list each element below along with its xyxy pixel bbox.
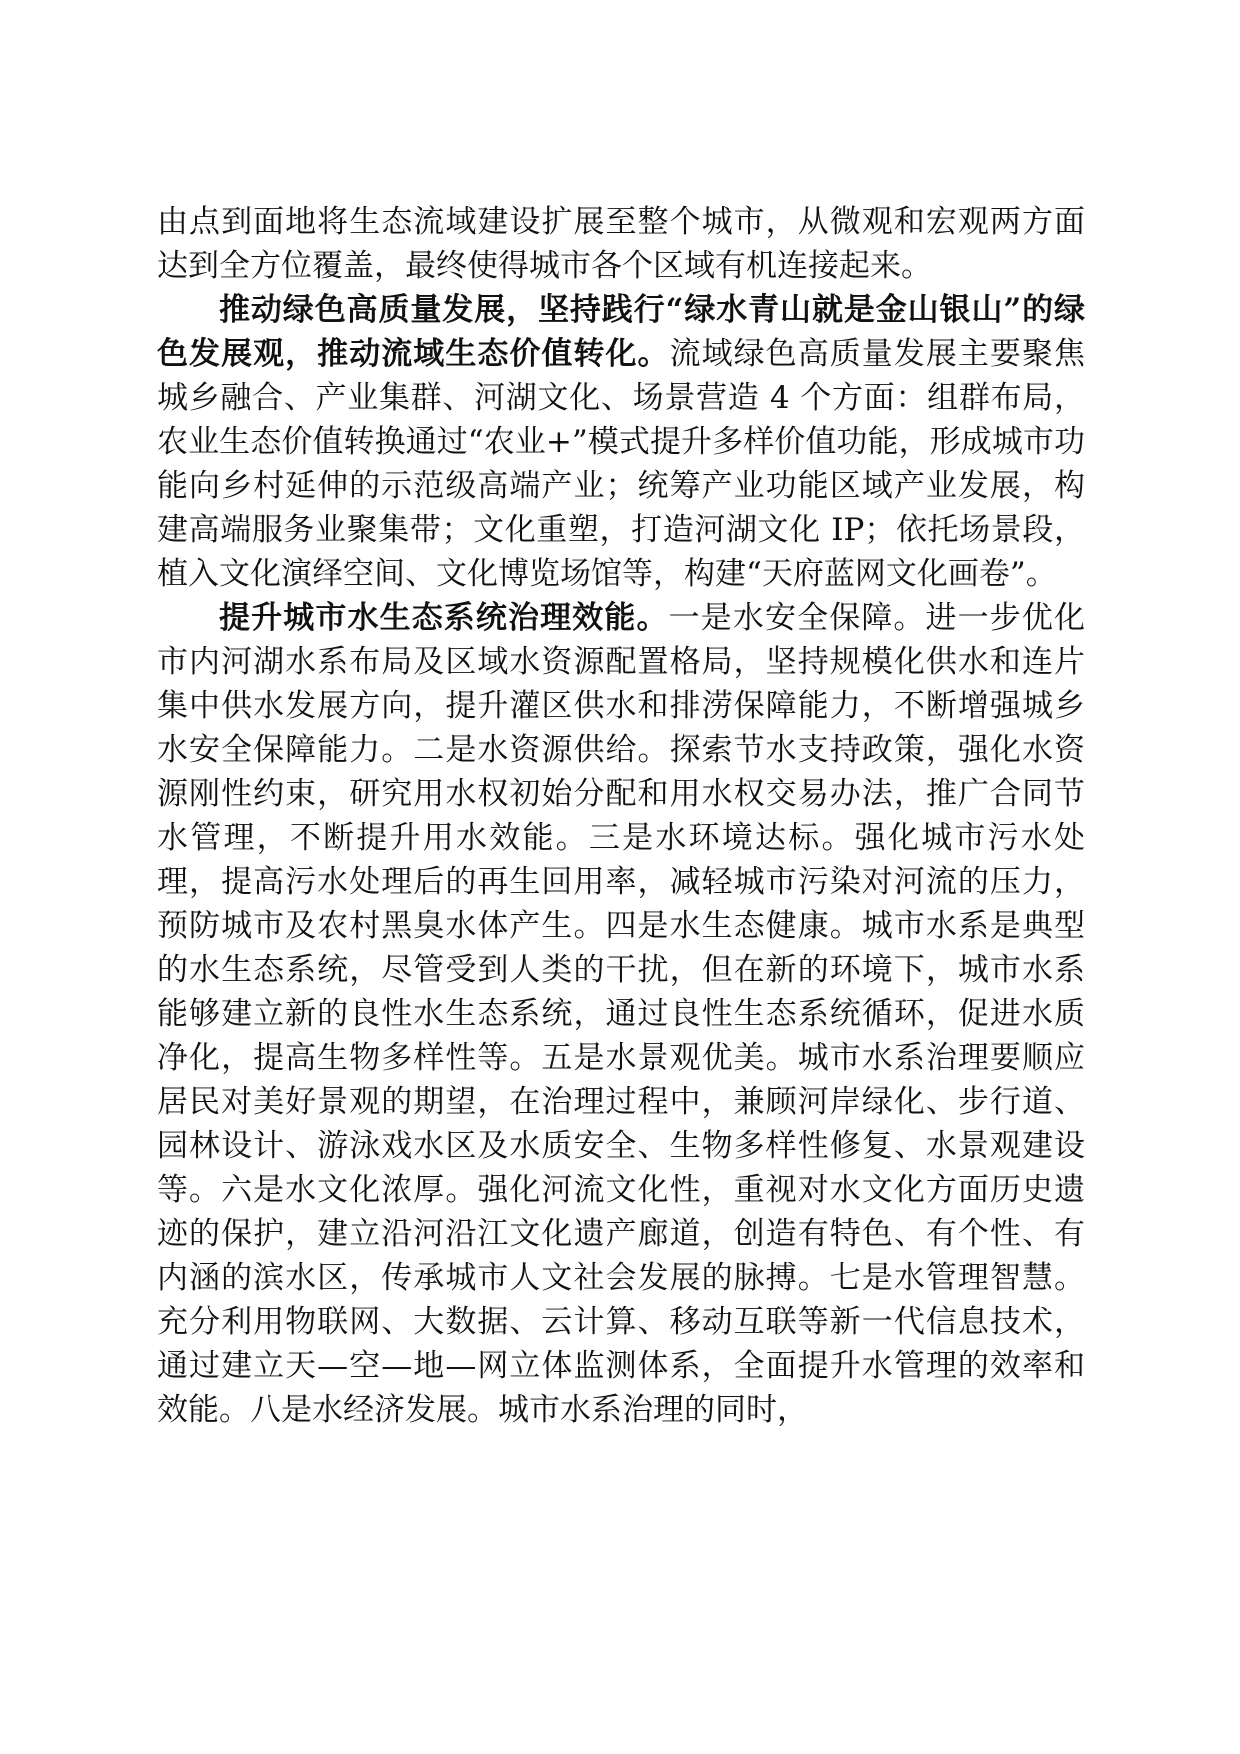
document-page — [157, 200, 1085, 1630]
paragraph-lead: 推动绿色高质量发展，坚持践行“绿水青山就是金山银山”的绿色发展观，推动流域生态价值转化。 — [157, 292, 1085, 372]
paragraph-body: 由点到面地将生态流域建设扩展至整个城市，从微观和宏观两方面达到全方位覆盖，最终使得城市各个区域有机连接起来。 — [157, 204, 1085, 284]
paragraph-continuation — [157, 200, 1085, 288]
paragraph-lead: 提升城市水生态系统治理效能。 — [219, 600, 669, 636]
paragraph-body: 流域绿色高质量发展主要聚焦城乡融合、产业集群、河湖文化、场景营造 4 个方面：组群布局，农业生态价值转换通过“农业+”模式提升多样价值功能，形成城市功能向乡村延伸的示范级高端产业；统筹产业功能区域产业发展，构建高端服务业聚集带；文化重塑，打造河湖文化 IP；依托场景段，植入文化演绎空间、文化博览场馆等，构建“天府蓝网文化画卷”。 — [157, 336, 1086, 592]
paragraph-body: 一是水安全保障。进一步优化市内河湖水系布局及区域水资源配置格局，坚持规模化供水和连片集中供水发展方向，提升灌区供水和排涝保障能力，不断增强城乡水安全保障能力。二是水资源供给。探索节水支持政策，强化水资源刚性约束，研究用水权初始分配和用水权交易办法，推广合同节水管理，不断提升用水效能。三是水环境达标。强化城市污水处理，提高污水处理后的再生回用率，减轻城市污染对河流的压力，预防城市及农村黑臭水体产生。四是水生态健康。城市水系是典型的水生态系统，尽管受到人类的干扰，但在新的环境下，城市水系能够建立新的良性水生态系统，通过良性生态系统循环，促进水质净化，提高生物多样性等。五是水景观优美。城市水系治理要顺应居民对美好景观的期望，在治理过程中，兼顾河岸绿化、步行道、园林设计、游泳戏水区及水质安全、生物多样性修复、水景观建设等。六是水文化浓厚。强化河流文化性，重视对水文化方面历史遗迹的保护，建立沿河沿江文化遗产廊道，创造有特色、有个性、有内涵的滨水区，传承城市人文社会发展的脉搏。七是水管理智慧。充分利用物联网、大数据、云计算、移动互联等新一代信息技术，通过建立天—空—地—网立体监测体系，全面提升水管理的效率和效能。八是水经济发展。城市水系治理的同时， — [157, 600, 1086, 1428]
paragraph-water-ecology — [157, 596, 1085, 1432]
paragraph-green-development — [157, 288, 1085, 596]
